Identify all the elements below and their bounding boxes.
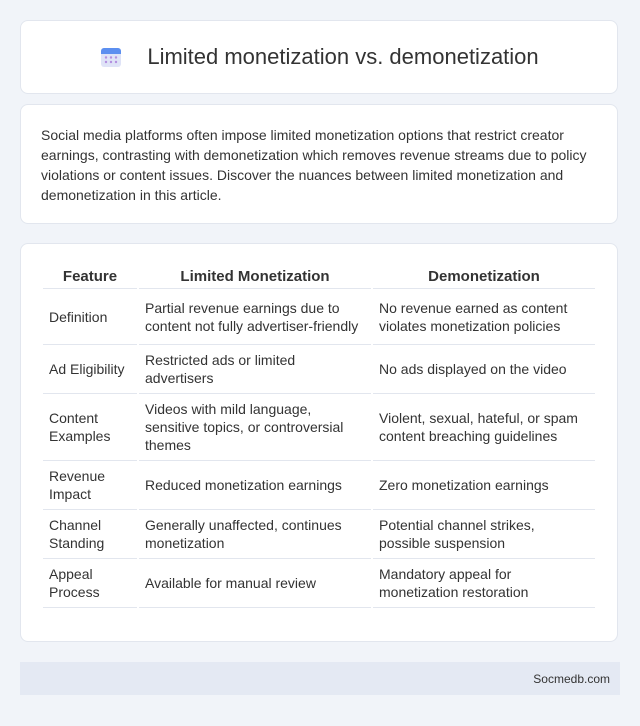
table-cell: Content Examples	[43, 394, 137, 461]
table-cell: Revenue Impact	[43, 461, 137, 510]
table-row	[43, 394, 595, 461]
table-row	[43, 559, 595, 608]
calendar-icon	[99, 45, 123, 69]
title-card	[20, 20, 618, 94]
table-cell: Zero monetization earnings	[373, 461, 595, 510]
table-cell: Channel Standing	[43, 510, 137, 559]
table-row	[43, 289, 595, 345]
table-cell: Available for manual review	[139, 559, 371, 608]
column-header-limited-monetization: Limited Monetization	[139, 264, 371, 289]
table-cell: Definition	[43, 289, 137, 345]
intro-paragraph: Social media platforms often impose limited monetization options that restrict creator earnings, contrasting with demonetization which removes revenue streams due to policy violations or content issues. Discover the nuances between limited monetization and demonetization in this article.	[41, 127, 587, 203]
table-cell: Partial revenue earnings due to content not fully advertiser-friendly	[139, 289, 371, 345]
table-row	[43, 461, 595, 510]
table-cell: Potential channel strikes, possible suspension	[373, 510, 595, 559]
page-title: Limited monetization vs. demonetization	[147, 44, 539, 69]
table-cell: Reduced monetization earnings	[139, 461, 371, 510]
table-row	[43, 345, 595, 394]
footer	[20, 662, 620, 695]
table-cell: Videos with mild language, sensitive topics, or controversial themes	[139, 394, 371, 461]
table-cell: No ads displayed on the video	[373, 345, 595, 394]
table-row	[43, 510, 595, 559]
column-header-feature: Feature	[43, 264, 137, 289]
table-cell: Restricted ads or limited advertisers	[139, 345, 371, 394]
table-cell: Violent, sexual, hateful, or spam content breaching guidelines	[373, 394, 595, 461]
column-header-demonetization: Demonetization	[373, 264, 595, 289]
table-cell: Ad Eligibility	[43, 345, 137, 394]
table-cell: Mandatory appeal for monetization restoration	[373, 559, 595, 608]
table-cell: Appeal Process	[43, 559, 137, 608]
footer-site-link[interactable]: Socmedb.com	[533, 671, 610, 686]
table-header-row	[43, 264, 595, 289]
comparison-table-card	[20, 243, 618, 642]
comparison-table	[41, 264, 597, 608]
table-cell: Generally unaffected, continues monetization	[139, 510, 371, 559]
intro-card	[20, 104, 618, 224]
table-cell: No revenue earned as content violates monetization policies	[373, 289, 595, 345]
